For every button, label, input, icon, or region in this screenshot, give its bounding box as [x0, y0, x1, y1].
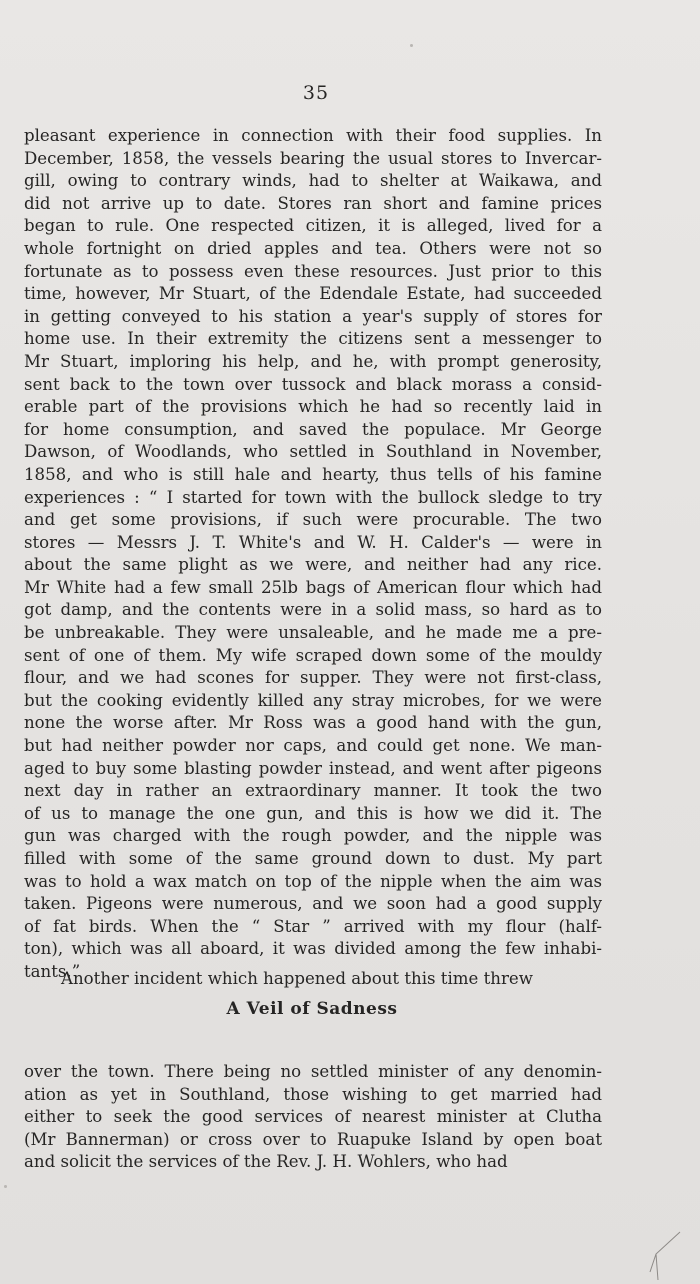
text-line: (Mr Bannerman) or cross over to Ruapuke Island by open boat	[24, 1129, 602, 1149]
text-line: home use. In their extremity the citizens sent a messenger to	[24, 329, 602, 349]
text-line: and get some provisions, if such were procurable. The two	[24, 510, 602, 530]
text-line: sent of one of them. My wife scraped down some of the mouldy	[24, 645, 602, 665]
paragraph-incident-intro: Another incident which happened about this time threw	[61, 969, 533, 988]
text-line: be unbreakable. They were unsaleable, and he made me a pre-	[24, 623, 602, 643]
page-scratch-mark	[642, 1202, 692, 1282]
text-line: whole fortnight on dried apples and tea. Others were not so	[24, 238, 602, 258]
text-line: either to seek the good services of nearest minister at Clutha	[24, 1107, 602, 1127]
text-line: did not arrive up to date. Stores ran short and famine prices	[24, 193, 602, 213]
section-heading: A Veil of Sadness	[226, 999, 398, 1019]
text-line: next day in rather an extraordinary manner. It took the two	[24, 781, 602, 801]
text-line: stores — Messrs J. T. White's and W. H. Calder's — were in	[24, 532, 602, 552]
paper-speck	[410, 44, 413, 47]
text-line: got damp, and the contents were in a solid mass, so hard as to	[24, 600, 602, 620]
text-line: for home consumption, and saved the populace. Mr George	[24, 419, 602, 439]
text-line: December, 1858, the vessels bearing the usual stores to Invercar-	[24, 148, 602, 168]
text-line: ton), which was all aboard, it was divided among the few inhabi-	[24, 939, 602, 959]
text-line: of us to manage the one gun, and this is how we did it. The	[24, 803, 602, 823]
text-line: fortunate as to possess even these resources. Just prior to this	[24, 261, 602, 281]
text-line: erable part of the provisions which he had so recently laid in	[24, 397, 602, 417]
text-line: but the cooking evidently killed any stray microbes, for we were	[24, 690, 602, 710]
text-line: was to hold a wax match on top of the nipple when the aim was	[24, 871, 602, 891]
text-line: Mr Stuart, imploring his help, and he, with prompt generosity,	[24, 351, 602, 371]
paper-speck	[4, 1185, 7, 1188]
text-line: taken. Pigeons were numerous, and we soon had a good supply	[24, 894, 602, 914]
text-line: of fat birds. When the “ Star ” arrived with my flour (half-	[24, 916, 602, 936]
text-line: began to rule. One respected citizen, it is alleged, lived for a	[24, 216, 602, 236]
text-line: time, however, Mr Stuart, of the Edendale Estate, had succeeded	[24, 284, 602, 304]
text-line: tants.”	[24, 961, 81, 981]
text-line: flour, and we had scones for supper. They were not first-class,	[24, 668, 602, 688]
text-line: experiences : “ I started for town with the bullock sledge to try	[24, 487, 602, 507]
text-line: pleasant experience in connection with their food supplies. In	[24, 126, 602, 145]
text-line: Mr White had a few small 25lb bags of American flour which had	[24, 577, 602, 597]
text-line: about the same plight as we were, and neither had any rice.	[24, 555, 602, 575]
text-line: gill, owing to contrary winds, had to shelter at Waikawa, and	[24, 171, 602, 191]
paragraph-marriage-account	[24, 1061, 602, 1174]
text-line: but had neither powder nor caps, and could get none. We man-	[24, 736, 602, 756]
paragraph-famine-account	[24, 125, 602, 984]
text-line: ation as yet in Southland, those wishing to get married had	[24, 1084, 602, 1104]
text-line: and solicit the services of the Rev. J. H. Wohlers, who had	[24, 1152, 508, 1172]
text-line: Dawson, of Woodlands, who settled in Southland in November,	[24, 442, 602, 462]
page-number: 35	[302, 82, 330, 104]
text-line: aged to buy some blasting powder instead, and went after pigeons	[24, 758, 602, 778]
text-line: 1858, and who is still hale and hearty, thus tells of his famine	[24, 464, 602, 484]
text-line: none the worse after. Mr Ross was a good hand with the gun,	[24, 713, 602, 733]
text-line: filled with some of the same ground down to dust. My part	[24, 849, 602, 868]
text-line: gun was charged with the rough powder, and the nipple was	[24, 826, 602, 846]
text-line: in getting conveyed to his station a year's supply of stores for	[24, 306, 602, 326]
text-line: sent back to the town over tussock and black morass a consid-	[24, 374, 602, 394]
text-line: over the town. There being no settled minister of any denomin-	[24, 1062, 602, 1081]
